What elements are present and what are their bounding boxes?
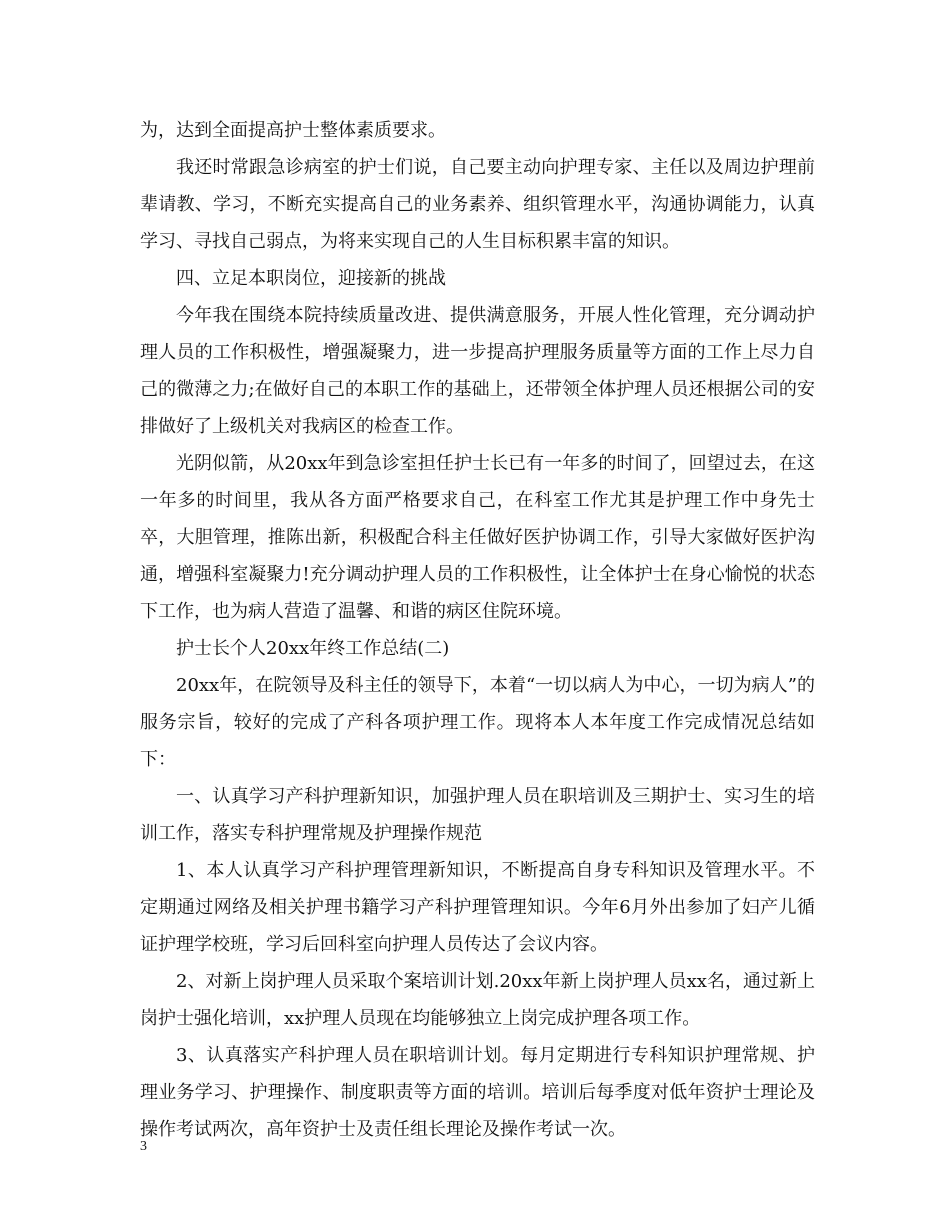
paragraph: 我还时常跟急诊病室的护士们说，自己要主动向护理专家、主任以及周边护理前辈请教、学习，不断充实提高自己的业务素养、组织管理水平，沟通协调能力，认真学习、寻找自己弱点，为将来实现自己的人生目标积累丰富的知识。 — [140, 157, 815, 252]
paragraph: 20xx年，在院领导及科主任的领导下，本着“一切以病人为中心，一切为病人”的服务宗旨，较好的完成了产科各项护理工作。现将本人本年度工作完成情况总结如下： — [140, 675, 815, 770]
paragraph: 为，达到全面提高护士整体素质要求。 — [140, 120, 446, 141]
list-item: 2、对新上岗护理人员采取个案培训计划.20xx年新上岗护理人员xx名，通过新上岗护士强化培训，xx护理人员现在均能够独立上岗完成护理各项工作。 — [140, 971, 815, 1029]
list-item: 3、认真落实产科护理人员在职培训计划。每月定期进行专科知识护理常规、护理业务学习、护理操作、制度职责等方面的培训。培训后每季度对低年资护士理论及操作考试两次，高年资护士及责任组长理论及操作考试一次。 — [140, 1045, 815, 1140]
section-heading: 四、立足本职岗位，迎接新的挑战 — [176, 268, 446, 289]
paragraph: 光阴似箭，从20xx年到急诊室担任护士长已有一年多的时间了，回望过去，在这一年多的时间里，我从各方面严格要求自己，在科室工作尤其是护理工作中身先士卒，大胆管理，推陈出新，积极配合科主任做好医护协调工作，引导大家做好医护沟通，增强科室凝聚力!充分调动护理人员的工作积极性，让全体护士在身心愉悦的状态下工作，也为病人营造了温馨、和谐的病区住院环境。 — [140, 453, 815, 622]
paragraph: 今年我在围绕本院持续质量改进、提供满意服务，开展人性化管理，充分调动护理人员的工作积极性，增强凝聚力，进一步提高护理服务质量等方面的工作上尽力自己的微薄之力;在做好自己的本职工作的基础上，还带领全体护理人员还根据公司的安排做好了上级机关对我病区的检查工作。 — [140, 305, 815, 437]
page-number: 3 — [140, 1139, 147, 1154]
list-item: 1、本人认真学习产科护理管理新知识，不断提高自身专科知识及管理水平。不定期通过网络及相关护理书籍学习产科护理管理知识。今年6月外出参加了妇产儿循证护理学校班，学习后回科室向护理人员传达了会议内容。 — [140, 860, 815, 955]
section-title: 护士长个人20xx年终工作总结(二) — [176, 638, 450, 659]
section-heading: 一、认真学习产科护理新知识，加强护理人员在职培训及三期护士、实习生的培训工作，落实专科护理常规及护理操作规范 — [140, 786, 815, 844]
document-body — [140, 112, 815, 1148]
